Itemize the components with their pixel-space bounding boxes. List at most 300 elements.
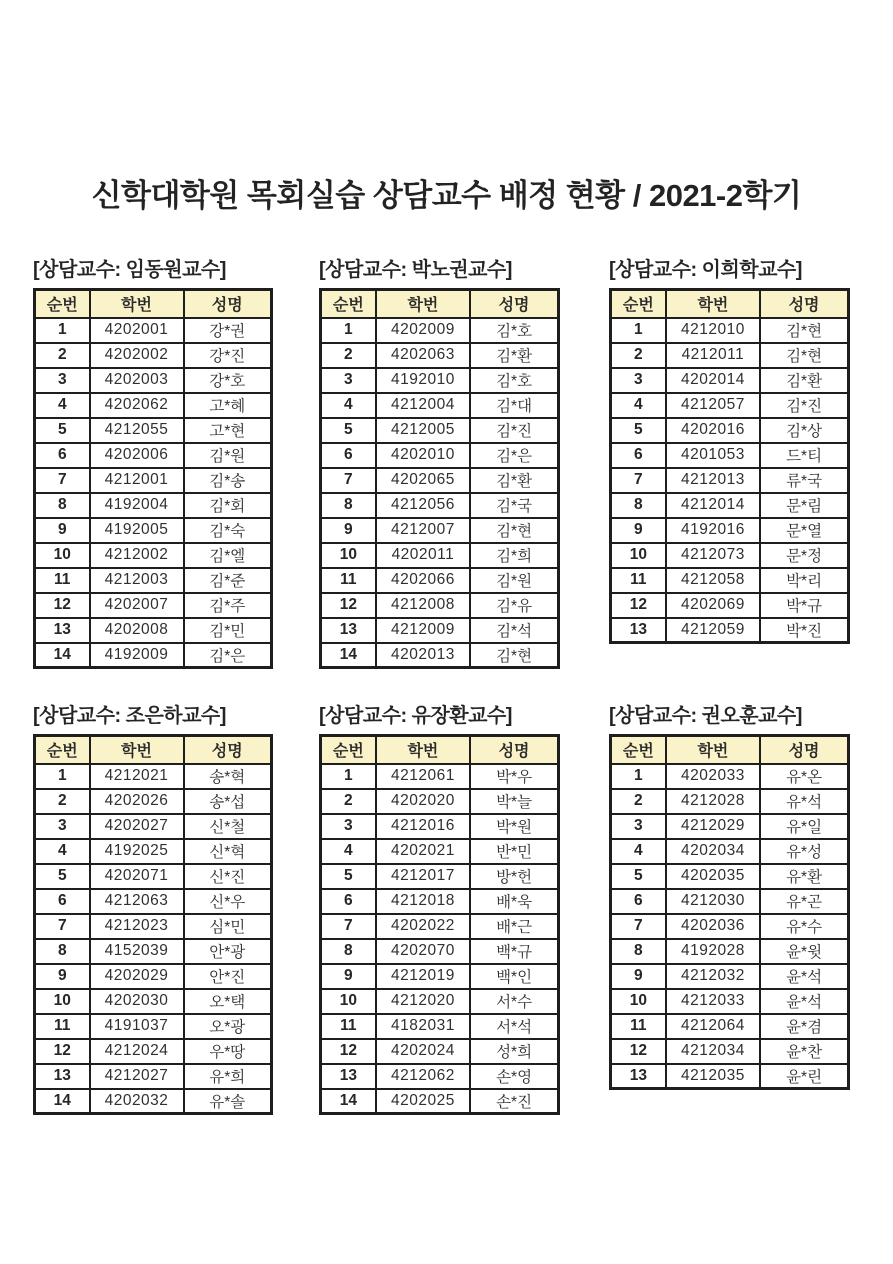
table-row bbox=[35, 593, 272, 618]
row-number-cell: 7 bbox=[321, 468, 376, 493]
student-id-cell: 4201053 bbox=[666, 443, 760, 468]
student-name-cell: 김*회 bbox=[184, 493, 272, 518]
student-id-cell: 4212010 bbox=[666, 318, 760, 343]
row-number-cell: 14 bbox=[35, 1089, 90, 1114]
student-name-cell: 박*원 bbox=[470, 814, 558, 839]
table-row bbox=[35, 839, 272, 864]
student-id-cell: 4212034 bbox=[666, 1039, 760, 1064]
student-name-cell: 김*환 bbox=[470, 468, 558, 493]
row-number-cell: 10 bbox=[35, 543, 90, 568]
row-number-cell: 8 bbox=[321, 493, 376, 518]
row-number-cell: 7 bbox=[611, 914, 666, 939]
row-number-cell: 8 bbox=[611, 493, 666, 518]
student-name-cell: 김*환 bbox=[470, 343, 558, 368]
student-name-cell: 강*호 bbox=[184, 368, 272, 393]
student-id-cell: 4202009 bbox=[376, 318, 470, 343]
student-id-cell: 4202036 bbox=[666, 914, 760, 939]
row-number-cell: 4 bbox=[321, 393, 376, 418]
student-id-cell: 4212013 bbox=[666, 468, 760, 493]
table-row bbox=[611, 318, 849, 343]
table-row bbox=[35, 318, 272, 343]
student-name-cell: 신*진 bbox=[184, 864, 272, 889]
row-number-cell: 4 bbox=[611, 393, 666, 418]
student-id-cell: 4192010 bbox=[376, 368, 470, 393]
student-name-cell: 김*준 bbox=[184, 568, 272, 593]
student-name-cell: 배*욱 bbox=[470, 889, 558, 914]
student-name-cell: 드*티 bbox=[760, 443, 848, 468]
row-number-cell: 1 bbox=[321, 764, 376, 789]
student-id-cell: 4202011 bbox=[376, 543, 470, 568]
student-name-cell: 유*희 bbox=[184, 1064, 272, 1089]
student-name-cell: 성*희 bbox=[470, 1039, 558, 1064]
table-row bbox=[321, 939, 559, 964]
header-row bbox=[611, 736, 849, 764]
col-header-name: 성명 bbox=[470, 736, 558, 764]
row-number-cell: 5 bbox=[35, 864, 90, 889]
row-number-cell: 12 bbox=[321, 593, 376, 618]
student-id-cell: 4212028 bbox=[666, 789, 760, 814]
student-name-cell: 김*숙 bbox=[184, 518, 272, 543]
table-row bbox=[321, 764, 559, 789]
row-number-cell: 10 bbox=[321, 543, 376, 568]
row-number-cell: 13 bbox=[35, 618, 90, 643]
student-id-cell: 4202069 bbox=[666, 593, 760, 618]
student-id-cell: 4212023 bbox=[90, 914, 184, 939]
student-id-cell: 4202071 bbox=[90, 864, 184, 889]
student-name-cell: 오*광 bbox=[184, 1014, 272, 1039]
table-row bbox=[35, 1089, 272, 1114]
table-row bbox=[35, 643, 272, 668]
table-row bbox=[321, 393, 559, 418]
student-name-cell: 김*현 bbox=[760, 318, 848, 343]
student-id-cell: 4212008 bbox=[376, 593, 470, 618]
student-name-cell: 강*진 bbox=[184, 343, 272, 368]
row-number-cell: 5 bbox=[321, 864, 376, 889]
student-id-cell: 4202022 bbox=[376, 914, 470, 939]
table-row bbox=[321, 468, 559, 493]
student-name-cell: 김*국 bbox=[470, 493, 558, 518]
student-name-cell: 박*진 bbox=[760, 618, 848, 643]
student-id-cell: 4212064 bbox=[666, 1014, 760, 1039]
student-name-cell: 김*진 bbox=[760, 393, 848, 418]
student-name-cell: 김*은 bbox=[184, 643, 272, 668]
table-caption: [상담교수: 권오훈교수] bbox=[609, 705, 802, 727]
student-id-cell: 4202033 bbox=[666, 764, 760, 789]
student-id-cell: 4212030 bbox=[666, 889, 760, 914]
student-id-cell: 4192025 bbox=[90, 839, 184, 864]
row-number-cell: 14 bbox=[321, 1089, 376, 1114]
table-row bbox=[611, 864, 849, 889]
table-row bbox=[35, 964, 272, 989]
student-name-cell: 신*우 bbox=[184, 889, 272, 914]
student-name-cell: 유*성 bbox=[760, 839, 848, 864]
student-id-cell: 4212002 bbox=[90, 543, 184, 568]
row-number-cell: 7 bbox=[35, 468, 90, 493]
table-row bbox=[321, 1089, 559, 1114]
student-name-cell: 김*희 bbox=[470, 543, 558, 568]
table-row bbox=[321, 964, 559, 989]
student-id-cell: 4212005 bbox=[376, 418, 470, 443]
row-number-cell: 9 bbox=[611, 518, 666, 543]
row-number-cell: 12 bbox=[35, 593, 90, 618]
table-row bbox=[611, 789, 849, 814]
student-name-cell: 백*인 bbox=[470, 964, 558, 989]
row-number-cell: 9 bbox=[35, 518, 90, 543]
table-row bbox=[321, 643, 559, 668]
row-number-cell: 11 bbox=[35, 568, 90, 593]
student-id-cell: 4202062 bbox=[90, 393, 184, 418]
row-number-cell: 10 bbox=[321, 989, 376, 1014]
row-number-cell: 4 bbox=[35, 393, 90, 418]
student-name-cell: 문*정 bbox=[760, 543, 848, 568]
student-id-cell: 4202013 bbox=[376, 643, 470, 668]
row-number-cell: 6 bbox=[321, 889, 376, 914]
student-id-cell: 4202006 bbox=[90, 443, 184, 468]
table-row bbox=[321, 1014, 559, 1039]
student-id-cell: 4202003 bbox=[90, 368, 184, 393]
row-number-cell: 11 bbox=[321, 1014, 376, 1039]
row-number-cell: 11 bbox=[611, 568, 666, 593]
student-id-cell: 4212001 bbox=[90, 468, 184, 493]
table-row bbox=[611, 989, 849, 1014]
student-name-cell: 박*늘 bbox=[470, 789, 558, 814]
student-name-cell: 김*현 bbox=[470, 643, 558, 668]
col-header-seq: 순번 bbox=[321, 736, 376, 764]
row-number-cell: 4 bbox=[611, 839, 666, 864]
table-caption: [상담교수: 조은하교수] bbox=[33, 705, 226, 727]
row-number-cell: 9 bbox=[321, 964, 376, 989]
student-id-cell: 4202026 bbox=[90, 789, 184, 814]
student-id-cell: 4202002 bbox=[90, 343, 184, 368]
student-name-cell: 김*진 bbox=[470, 418, 558, 443]
student-id-cell: 4191037 bbox=[90, 1014, 184, 1039]
col-header-seq: 순번 bbox=[611, 290, 666, 318]
table-row bbox=[35, 568, 272, 593]
col-header-student-id: 학번 bbox=[376, 736, 470, 764]
col-header-seq: 순번 bbox=[35, 736, 90, 764]
student-name-cell: 고*혜 bbox=[184, 393, 272, 418]
table-row bbox=[35, 468, 272, 493]
table-row bbox=[35, 989, 272, 1014]
table-row bbox=[611, 418, 849, 443]
row-number-cell: 9 bbox=[35, 964, 90, 989]
table-row bbox=[611, 764, 849, 789]
row-number-cell: 3 bbox=[321, 368, 376, 393]
student-name-cell: 김*원 bbox=[470, 568, 558, 593]
student-id-cell: 4212033 bbox=[666, 989, 760, 1014]
student-name-cell: 김*송 bbox=[184, 468, 272, 493]
student-name-cell: 김*유 bbox=[470, 593, 558, 618]
table-row bbox=[35, 493, 272, 518]
header-row bbox=[321, 290, 559, 318]
professor-table-section-1 bbox=[33, 253, 270, 669]
student-name-cell: 유*곤 bbox=[760, 889, 848, 914]
col-header-seq: 순번 bbox=[321, 290, 376, 318]
row-number-cell: 5 bbox=[611, 864, 666, 889]
student-name-cell: 신*혁 bbox=[184, 839, 272, 864]
table-row bbox=[321, 493, 559, 518]
row-number-cell: 8 bbox=[35, 939, 90, 964]
student-name-cell: 김*현 bbox=[760, 343, 848, 368]
col-header-name: 성명 bbox=[184, 736, 272, 764]
student-name-cell: 배*근 bbox=[470, 914, 558, 939]
student-name-cell: 고*현 bbox=[184, 418, 272, 443]
col-header-seq: 순번 bbox=[35, 290, 90, 318]
table-row bbox=[611, 618, 849, 643]
row-number-cell: 3 bbox=[611, 814, 666, 839]
student-id-cell: 4202035 bbox=[666, 864, 760, 889]
row-number-cell: 10 bbox=[611, 543, 666, 568]
student-name-cell: 백*규 bbox=[470, 939, 558, 964]
student-name-cell: 윤*석 bbox=[760, 989, 848, 1014]
student-name-cell: 김*호 bbox=[470, 368, 558, 393]
table-row bbox=[35, 939, 272, 964]
student-name-cell: 류*국 bbox=[760, 468, 848, 493]
professor-table-section-6 bbox=[609, 699, 850, 1090]
student-id-cell: 4202014 bbox=[666, 368, 760, 393]
student-name-cell: 박*규 bbox=[760, 593, 848, 618]
student-id-cell: 4212059 bbox=[666, 618, 760, 643]
table-row bbox=[35, 864, 272, 889]
row-number-cell: 3 bbox=[35, 368, 90, 393]
student-name-cell: 김*현 bbox=[470, 518, 558, 543]
student-id-cell: 4212019 bbox=[376, 964, 470, 989]
col-header-student-id: 학번 bbox=[666, 290, 760, 318]
student-id-cell: 4202001 bbox=[90, 318, 184, 343]
col-header-student-id: 학번 bbox=[90, 290, 184, 318]
col-header-student-id: 학번 bbox=[376, 290, 470, 318]
student-id-cell: 4212062 bbox=[376, 1064, 470, 1089]
student-id-cell: 4202032 bbox=[90, 1089, 184, 1114]
student-name-cell: 서*석 bbox=[470, 1014, 558, 1039]
student-id-cell: 4212032 bbox=[666, 964, 760, 989]
student-id-cell: 4212004 bbox=[376, 393, 470, 418]
table-row bbox=[611, 964, 849, 989]
table-row bbox=[35, 764, 272, 789]
table-row bbox=[611, 518, 849, 543]
student-id-cell: 4202020 bbox=[376, 789, 470, 814]
table-row bbox=[611, 468, 849, 493]
table-row bbox=[321, 839, 559, 864]
table-row bbox=[35, 789, 272, 814]
row-number-cell: 1 bbox=[35, 764, 90, 789]
row-number-cell: 11 bbox=[611, 1014, 666, 1039]
row-number-cell: 2 bbox=[35, 789, 90, 814]
table-row bbox=[35, 368, 272, 393]
student-name-cell: 방*헌 bbox=[470, 864, 558, 889]
student-id-cell: 4202034 bbox=[666, 839, 760, 864]
student-id-cell: 4212029 bbox=[666, 814, 760, 839]
student-id-cell: 4212027 bbox=[90, 1064, 184, 1089]
student-name-cell: 박*우 bbox=[470, 764, 558, 789]
student-name-cell: 김*대 bbox=[470, 393, 558, 418]
table-row bbox=[611, 393, 849, 418]
tables-grid bbox=[0, 253, 893, 1115]
table-row bbox=[321, 368, 559, 393]
table-row bbox=[321, 343, 559, 368]
table-row bbox=[611, 889, 849, 914]
student-name-cell: 김*호 bbox=[470, 318, 558, 343]
student-name-cell: 김*은 bbox=[470, 443, 558, 468]
row-number-cell: 8 bbox=[35, 493, 90, 518]
table-caption: [상담교수: 이희학교수] bbox=[609, 259, 802, 281]
row-number-cell: 6 bbox=[35, 889, 90, 914]
table-row bbox=[611, 1064, 849, 1089]
assignment-table bbox=[609, 288, 850, 644]
table-row bbox=[321, 543, 559, 568]
table-row bbox=[321, 1039, 559, 1064]
table-row bbox=[321, 318, 559, 343]
student-name-cell: 윤*석 bbox=[760, 964, 848, 989]
student-id-cell: 4212073 bbox=[666, 543, 760, 568]
student-id-cell: 4202027 bbox=[90, 814, 184, 839]
table-row bbox=[611, 443, 849, 468]
table-row bbox=[321, 618, 559, 643]
table-row bbox=[321, 814, 559, 839]
row-number-cell: 1 bbox=[321, 318, 376, 343]
table-row bbox=[321, 418, 559, 443]
table-row bbox=[611, 1014, 849, 1039]
student-name-cell: 윤*린 bbox=[760, 1064, 848, 1089]
professor-table-section-4 bbox=[33, 699, 270, 1115]
student-id-cell: 4202030 bbox=[90, 989, 184, 1014]
row-number-cell: 14 bbox=[35, 643, 90, 668]
header-row bbox=[35, 736, 272, 764]
table-caption: [상담교수: 박노권교수] bbox=[319, 259, 512, 281]
table-row bbox=[35, 543, 272, 568]
student-name-cell: 오*택 bbox=[184, 989, 272, 1014]
table-row bbox=[35, 889, 272, 914]
student-name-cell: 신*철 bbox=[184, 814, 272, 839]
row-number-cell: 12 bbox=[611, 593, 666, 618]
student-id-cell: 4212009 bbox=[376, 618, 470, 643]
student-id-cell: 4212018 bbox=[376, 889, 470, 914]
row-number-cell: 12 bbox=[35, 1039, 90, 1064]
student-id-cell: 4202024 bbox=[376, 1039, 470, 1064]
row-number-cell: 14 bbox=[321, 643, 376, 668]
table-row bbox=[611, 1039, 849, 1064]
student-name-cell: 유*수 bbox=[760, 914, 848, 939]
table-row bbox=[321, 914, 559, 939]
col-header-student-id: 학번 bbox=[666, 736, 760, 764]
student-id-cell: 4202029 bbox=[90, 964, 184, 989]
table-row bbox=[321, 889, 559, 914]
student-id-cell: 4212021 bbox=[90, 764, 184, 789]
student-id-cell: 4212035 bbox=[666, 1064, 760, 1089]
row-number-cell: 1 bbox=[611, 764, 666, 789]
student-name-cell: 강*권 bbox=[184, 318, 272, 343]
row-number-cell: 6 bbox=[35, 443, 90, 468]
row-number-cell: 3 bbox=[321, 814, 376, 839]
assignment-table bbox=[319, 734, 560, 1115]
table-row bbox=[321, 443, 559, 468]
student-name-cell: 유*환 bbox=[760, 864, 848, 889]
professor-table-section-5 bbox=[319, 699, 560, 1115]
row-number-cell: 3 bbox=[611, 368, 666, 393]
row-number-cell: 11 bbox=[321, 568, 376, 593]
table-row bbox=[611, 814, 849, 839]
table-row bbox=[321, 864, 559, 889]
student-id-cell: 4212056 bbox=[376, 493, 470, 518]
student-id-cell: 4202066 bbox=[376, 568, 470, 593]
student-id-cell: 4192005 bbox=[90, 518, 184, 543]
row-number-cell: 2 bbox=[321, 343, 376, 368]
col-header-name: 성명 bbox=[184, 290, 272, 318]
student-id-cell: 4202065 bbox=[376, 468, 470, 493]
table-row bbox=[35, 1064, 272, 1089]
row-number-cell: 13 bbox=[321, 1064, 376, 1089]
student-name-cell: 윤*윗 bbox=[760, 939, 848, 964]
student-name-cell: 박*리 bbox=[760, 568, 848, 593]
row-number-cell: 6 bbox=[321, 443, 376, 468]
student-id-cell: 4202025 bbox=[376, 1089, 470, 1114]
table-row bbox=[35, 1014, 272, 1039]
row-number-cell: 12 bbox=[611, 1039, 666, 1064]
table-caption: [상담교수: 임동원교수] bbox=[33, 259, 226, 281]
header-row bbox=[321, 736, 559, 764]
row-number-cell: 1 bbox=[35, 318, 90, 343]
table-row bbox=[35, 343, 272, 368]
student-id-cell: 4192004 bbox=[90, 493, 184, 518]
student-id-cell: 4212003 bbox=[90, 568, 184, 593]
student-name-cell: 유*일 bbox=[760, 814, 848, 839]
table-row bbox=[35, 393, 272, 418]
row-number-cell: 3 bbox=[35, 814, 90, 839]
table-row bbox=[321, 568, 559, 593]
row-number-cell: 2 bbox=[611, 789, 666, 814]
row-number-cell: 5 bbox=[321, 418, 376, 443]
professor-table-section-3 bbox=[609, 253, 850, 644]
student-name-cell: 김*민 bbox=[184, 618, 272, 643]
table-row bbox=[35, 443, 272, 468]
row-number-cell: 13 bbox=[611, 618, 666, 643]
row-number-cell: 10 bbox=[35, 989, 90, 1014]
row-number-cell: 7 bbox=[35, 914, 90, 939]
student-name-cell: 유*석 bbox=[760, 789, 848, 814]
assignment-table bbox=[609, 734, 850, 1090]
assignment-table bbox=[33, 734, 273, 1115]
row-number-cell: 8 bbox=[321, 939, 376, 964]
student-id-cell: 4202008 bbox=[90, 618, 184, 643]
table-row bbox=[321, 789, 559, 814]
assignment-table bbox=[33, 288, 273, 669]
student-id-cell: 4152039 bbox=[90, 939, 184, 964]
student-name-cell: 김*원 bbox=[184, 443, 272, 468]
student-id-cell: 4192009 bbox=[90, 643, 184, 668]
student-name-cell: 우*땅 bbox=[184, 1039, 272, 1064]
page-title: 신학대학원 목회실습 상담교수 배정 현황 / 2021-2학기 bbox=[91, 178, 802, 213]
table-row bbox=[321, 989, 559, 1014]
row-number-cell: 10 bbox=[611, 989, 666, 1014]
table-row bbox=[35, 814, 272, 839]
student-name-cell: 유*온 bbox=[760, 764, 848, 789]
student-id-cell: 4202007 bbox=[90, 593, 184, 618]
row-number-cell: 4 bbox=[35, 839, 90, 864]
table-row bbox=[321, 1064, 559, 1089]
student-id-cell: 4212016 bbox=[376, 814, 470, 839]
student-name-cell: 김*상 bbox=[760, 418, 848, 443]
student-id-cell: 4212061 bbox=[376, 764, 470, 789]
table-row bbox=[611, 493, 849, 518]
student-name-cell: 반*민 bbox=[470, 839, 558, 864]
row-number-cell: 9 bbox=[321, 518, 376, 543]
col-header-student-id: 학번 bbox=[90, 736, 184, 764]
row-number-cell: 2 bbox=[35, 343, 90, 368]
student-name-cell: 문*림 bbox=[760, 493, 848, 518]
student-name-cell: 송*섭 bbox=[184, 789, 272, 814]
student-name-cell: 심*민 bbox=[184, 914, 272, 939]
student-name-cell: 송*혁 bbox=[184, 764, 272, 789]
